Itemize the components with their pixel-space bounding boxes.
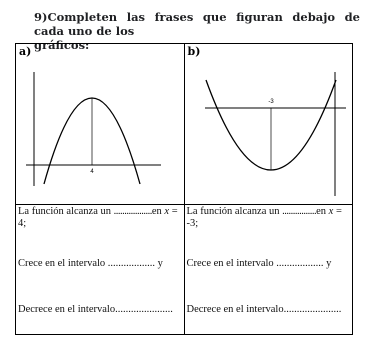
max-text: La función alcanza un xyxy=(18,206,114,217)
max-text: en xyxy=(316,206,329,217)
graph-a-label: a) xyxy=(19,45,32,58)
max-sentence-b xyxy=(187,206,351,230)
sentences-b xyxy=(184,205,353,335)
max-text: = -3; xyxy=(186,206,342,229)
decrece-sentence-a[interactable]: Decrece en el intervalo...................... xyxy=(18,304,173,315)
decrece-sentence-b[interactable]: Decrece en el intervalo...................... xyxy=(186,304,342,315)
graph-b-label: b) xyxy=(187,45,201,58)
max-text: = 4; xyxy=(18,206,178,229)
blank-dots[interactable]: .................. xyxy=(113,206,152,217)
crece-sentence-b[interactable]: Crece en el intervalo .................. y xyxy=(186,258,332,269)
exercise-table xyxy=(15,43,353,335)
graph-cell-b xyxy=(184,44,353,205)
exercise-title-line2: gráficos: xyxy=(34,38,90,52)
sentence-row xyxy=(16,205,353,335)
variable-x: x xyxy=(164,206,170,217)
max-sentence-a xyxy=(18,206,182,230)
graph-a xyxy=(16,44,185,204)
graph-b xyxy=(185,44,354,204)
max-text: La función alcanza un xyxy=(186,206,283,217)
graph-cell-a xyxy=(16,44,185,205)
exercise-title-line1: 9)Completen las frases que figuran debajo de cada uno de los xyxy=(34,10,360,38)
graph-b-vertex-label: -3 xyxy=(267,99,274,105)
graph-row xyxy=(16,44,353,205)
blank-dots[interactable]: ................ xyxy=(282,206,317,217)
crece-sentence-a[interactable]: Crece en el intervalo .................. y xyxy=(18,258,163,269)
variable-x: x xyxy=(328,206,334,217)
graph-a-vertex-label: 4 xyxy=(90,169,94,175)
max-text: en xyxy=(151,206,165,217)
sentences-a xyxy=(16,205,185,335)
